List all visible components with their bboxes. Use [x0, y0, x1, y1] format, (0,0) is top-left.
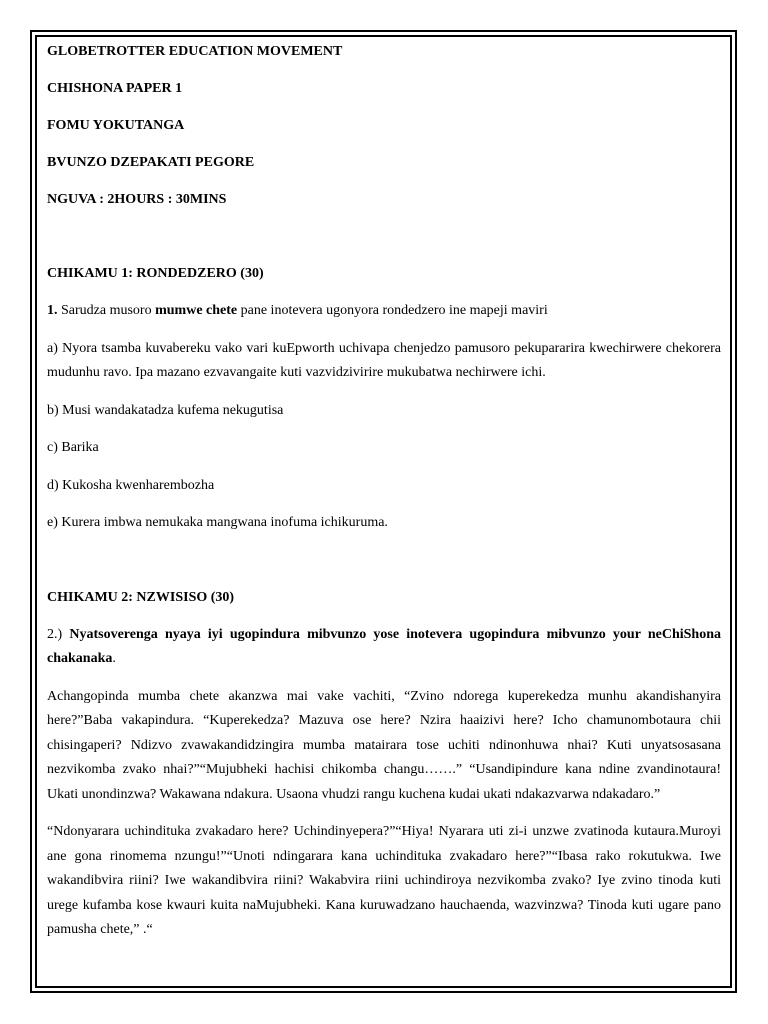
header-organization: GLOBETROTTER EDUCATION MOVEMENT — [47, 44, 343, 59]
question-1-text-bold: mumwe chete — [155, 303, 238, 318]
question-1-number: 1. — [47, 303, 58, 318]
option-a: a) Nyora tsamba kuvabereku vako vari kuEpworth uchivapa chenjedzo pamusoro pekupararira kwechirwere chekorera mudunhu ravo. Ipa mazano ezvavangaite kuti vazvidzivirire mukubatwa nechirwere ichi. — [47, 340, 721, 380]
passage-paragraph-2: “Ndonyarara uchindituka zvakadaro here? Uchindinyepera?”“Hiya! Nyarara uti zi-i unzwe zvatinoda kutaura.Muroyi ane gona rinomema nzungu!”“Unoti ndingarara kana uchindituka zvakadaro here?”“Ibasa rako rokutukwa. Iwe wakandibvira riini? Iwe wakandibvira riini? Wakabvira riini uchindiroya nezvikomba zvako? Iye zvino tinoda kuti urege kufamba kose kwauri kuita naMujubheki. Kana kuruwadzano hauchaenda, wazvinzwa? Tinoda kuti ugare pano pamusha chete,” .“ — [47, 824, 721, 937]
option-d: d) Kukosha kwenharembozha — [47, 477, 215, 493]
question-1 — [47, 299, 721, 324]
question-2-instruction: Nyatsoverenga nyaya iyi ugopindura mibvunzo yose inotevera ugopindura mibvunzo your neChiShona chakanaka — [47, 626, 722, 666]
question-2-number: 2.) — [47, 626, 63, 642]
spacer — [47, 225, 721, 262]
question-2 — [47, 623, 721, 672]
section2-title: CHIKAMU 2: NZWISISO (30) — [47, 589, 235, 605]
header-exam: BVUNZO DZEPAKATI PEGORE — [47, 155, 255, 170]
header-duration: NGUVA : 2HOURS : 30MINS — [47, 192, 227, 207]
question-2-end: . — [112, 651, 116, 666]
option-b: b) Musi wandakatadza kufema nekugutisa — [47, 402, 284, 418]
document-body — [47, 40, 721, 956]
section1-title: CHIKAMU 1: RONDEDZERO (30) — [47, 266, 264, 281]
option-c: c) Barika — [47, 440, 99, 455]
question-1-text-post: pane inotevera ugonyora rondedzero ine mapeji maviri — [237, 303, 548, 318]
header-paper: CHISHONA PAPER 1 — [47, 81, 183, 96]
passage-paragraph-1: Achangopinda mumba chete akanzwa mai vake vachiti, “Zvino ndorega kuperekedza munhu akandishanyira here?”Baba vakapindura. “Kuperekedza? Mazuva ose here? Nzira haaizivi here? Icho chamunombotaura chii chisingaperi? Ndizvo zvawakandidzingira mumba matairara tose uchiti ndinonhuwa nhai? Kuti unyatsosasana nezvikomba zvako nhai?”“Mujubheki hachisi chikomba changu…….” “Usandipindure kana ndine zvandinotaura! Ukati unondinzwa? Wakawana ndakura. Usaona vhudzi rangu kuchena kudai ukati ndakazvarwa ndakadaro.” — [47, 688, 721, 802]
question-1-text-pre: Sarudza musoro — [57, 303, 156, 318]
spacer — [47, 549, 721, 586]
option-e: e) Kurera imbwa nemukaka mangwana inofuma ichikuruma. — [47, 515, 388, 530]
header-form: FOMU YOKUTANGA — [47, 118, 185, 133]
